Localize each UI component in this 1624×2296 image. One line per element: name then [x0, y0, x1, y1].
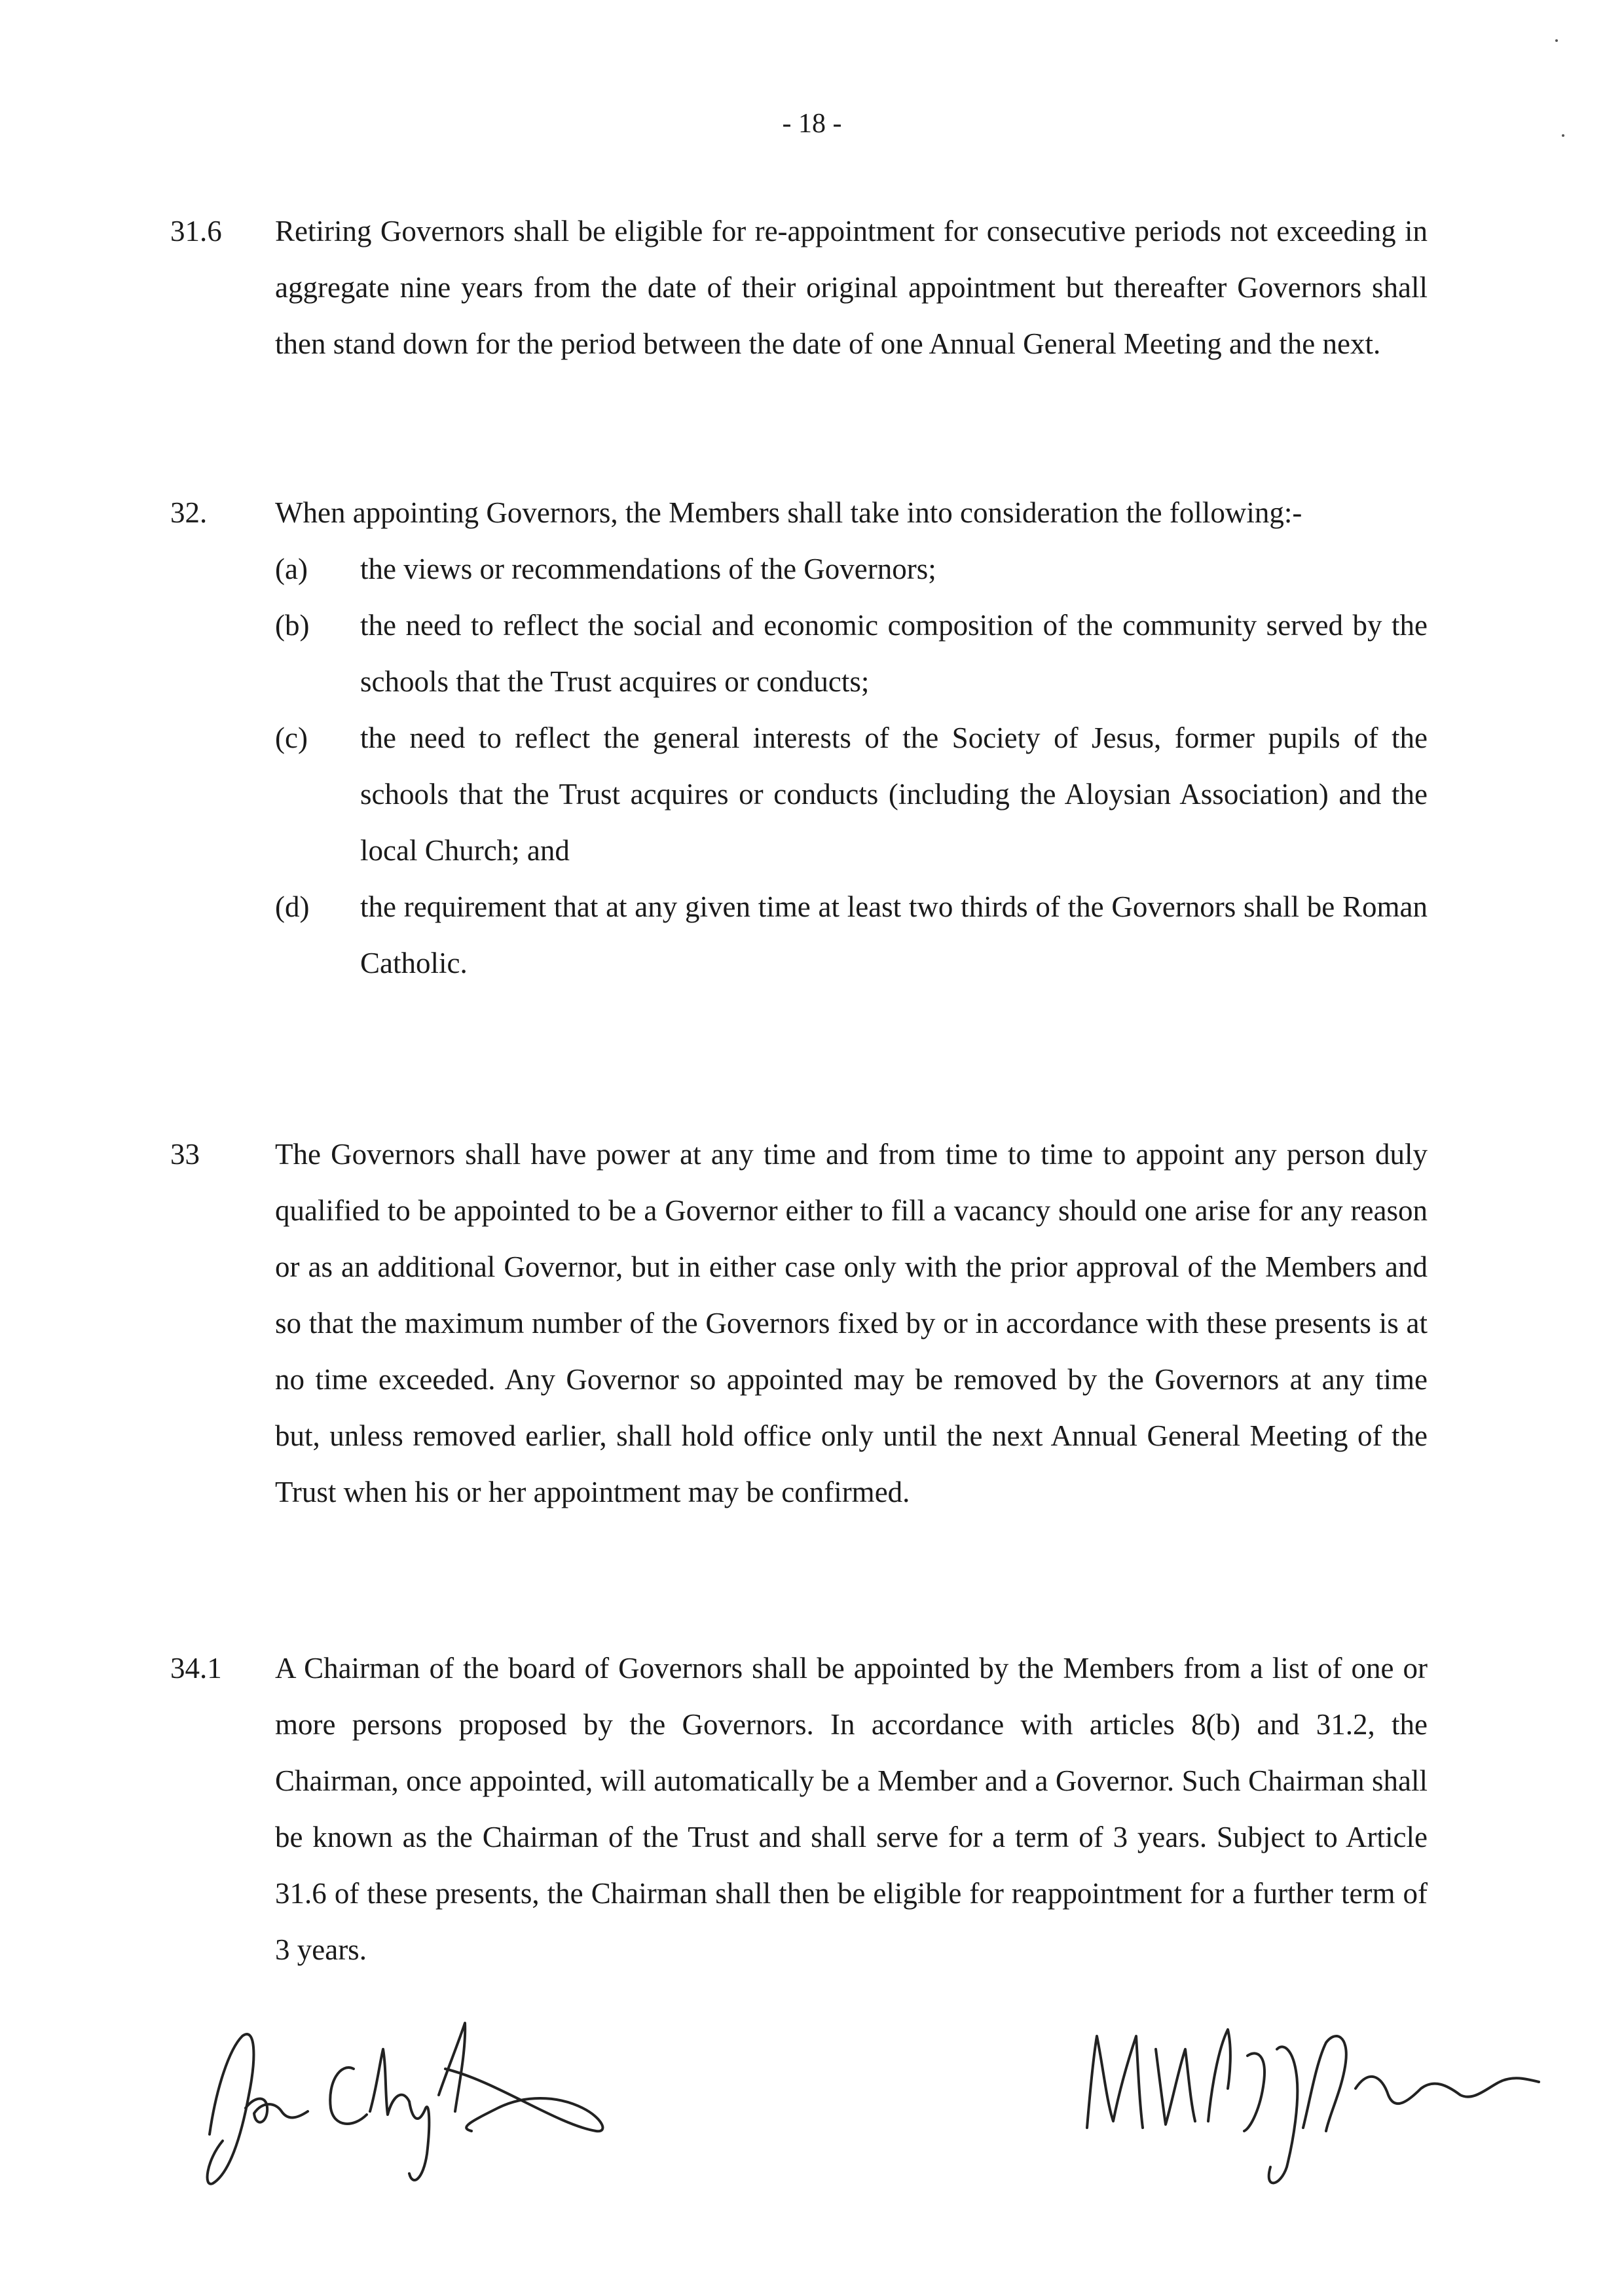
clause-text: The Governors shall have power at any time and from time to time to appoint any person duly qualified to be appointed to be a Governor either to fill a vacancy should one arise for any reason or as an additional Governor, but in either case only with the prior approval of the Members and so that the maximum number of the Governors fixed by or in accordance with these presents is at no time exceeded. Any Governor so appointed may be removed by the Governors at any time but, unless removed earlier, shall hold office only until the next Annual General Meeting of the Trust when his or her appointment may be confirmed. [275, 1138, 1428, 1508]
signature-left [183, 1997, 629, 2196]
sub-item-c [275, 710, 1428, 879]
clause-number: 31.6 [170, 215, 222, 247]
clause-text: Retiring Governors shall be eligible for re-appointment for consecutive periods not exceeding in aggregate nine years from the date of their original appointment but thereafter Governors shall then stand down for the period between the date of one Annual General Meeting and the next. [275, 215, 1428, 360]
sub-item-a [275, 541, 1428, 597]
sub-item-d [275, 879, 1428, 991]
signature-right [1067, 1990, 1565, 2203]
sub-item-label: (a) [275, 553, 308, 585]
sub-item-b [275, 597, 1428, 710]
sub-item-label: (d) [275, 890, 310, 923]
page-number: - 18 - [782, 109, 842, 139]
clause-text: When appointing Governors, the Members shall take into consideration the following:- [275, 496, 1302, 529]
sub-item-label: (b) [275, 609, 310, 642]
sub-item-text: the requirement that at any given time at least two thirds of the Governors shall be Roman Catholic. [360, 890, 1428, 979]
clause-number: 32. [170, 496, 208, 529]
clause-33 [170, 1126, 1447, 1520]
sub-item-text: the views or recommendations of the Governors; [360, 553, 936, 585]
sub-item-text: the need to reflect the general interests of the Society of Jesus, former pupils of the schools that the Trust acquires or conducts (including the Aloysian Association) and the local Church; and [360, 721, 1428, 867]
scan-speck [1562, 134, 1564, 137]
sub-item-label: (c) [275, 721, 308, 754]
sub-item-list [275, 541, 1428, 991]
clause-number: 34.1 [170, 1652, 222, 1685]
clause-32 [170, 484, 1447, 991]
sub-item-text: the need to reflect the social and economic composition of the community served by the schools that the Trust acquires or conducts; [360, 609, 1428, 698]
clause-34-1 [170, 1640, 1447, 1978]
clause-text: A Chairman of the board of Governors shall be appointed by the Members from a list of one or more persons proposed by the Governors. In accordance with articles 8(b) and 31.2, the Chairman, once appointed, will automatically be a Member and a Governor. Such Chairman shall be known as the Chairman of the Trust and shall serve for a term of 3 years. Subject to Article 31.6 of these presents, the Chairman shall then be eligible for reappointment for a further term of 3 years. [275, 1652, 1428, 1966]
clause-number: 33 [170, 1138, 200, 1171]
clause-31-6 [170, 203, 1447, 372]
scan-speck [1555, 39, 1558, 42]
